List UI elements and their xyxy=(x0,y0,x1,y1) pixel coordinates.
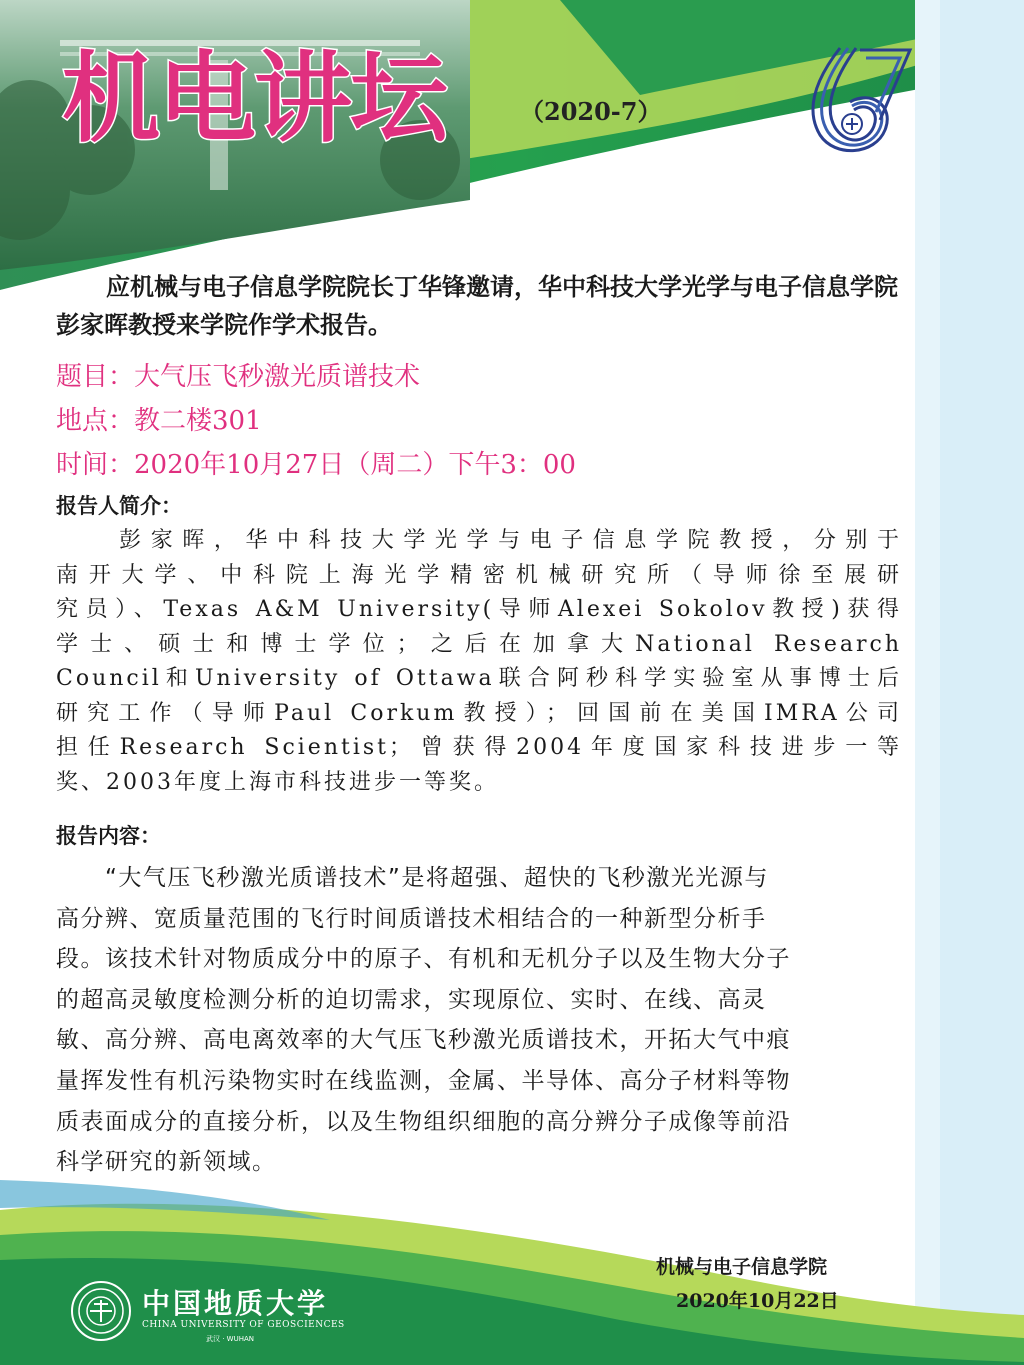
time-row xyxy=(56,444,576,481)
time-label: 时间： xyxy=(56,450,135,480)
content-line: 敏、高分辨、高电离效率的大气压飞秒激光质谱技术，开拓大气中痕 xyxy=(56,1027,791,1054)
topic-label: 题目： xyxy=(56,362,135,392)
signature-organization: 机械与电子信息学院 xyxy=(656,1256,828,1278)
bio-line: 奖、2003年度上海市科技进步一等奖。 xyxy=(56,769,499,795)
place-label: 地点： xyxy=(56,406,135,436)
university-seal-icon xyxy=(70,1280,132,1342)
sixtieth-anniversary-logo-icon xyxy=(800,40,915,160)
content-heading: 报告内容： xyxy=(56,824,161,848)
place-row xyxy=(56,400,262,437)
bio-line: 南开大学、中科院上海光学精密机械研究所（导师徐至展研 xyxy=(56,562,902,588)
bio-paragraph xyxy=(56,524,902,800)
school-city: 武汉 · WUHAN xyxy=(206,1335,255,1343)
bio-line: 究员）、Texas A&M University(导师Alexei Sokolov教授)获得 xyxy=(56,597,902,622)
issue-number: （2020-7） xyxy=(520,97,662,126)
school-name: 中国地质大学 xyxy=(142,1287,329,1320)
place-value: 教二楼301 xyxy=(134,406,262,436)
bio-line: Council和University of Ottawa联合阿秒科学实验室从事博士后 xyxy=(56,666,902,691)
topic-value: 大气压飞秒激光质谱技术 xyxy=(134,362,421,392)
signature-date: 2020年10月22日 xyxy=(676,1290,839,1312)
intro-paragraph: 应机械与电子信息学院院长丁华锋邀请，华中科技大学光学与电子信息学院彭家晖教授来学院作学术报告。 xyxy=(56,273,898,339)
content-line: 科学研究的新领域。 xyxy=(56,1149,277,1176)
bio-heading: 报告人简介： xyxy=(56,494,182,518)
content-line: 的超高灵敏度检测分析的迫切需求，实现原位、实时、在线、高灵 xyxy=(56,986,767,1013)
time-value: 2020年10月27日（周二）下午3：00 xyxy=(134,450,576,480)
content-line: 高分辨、宽质量范围的飞行时间质谱技术相结合的一种新型分析手 xyxy=(56,905,767,932)
footer-background xyxy=(0,1180,1024,1365)
school-english-name: CHINA UNIVERSITY OF GEOSCIENCES xyxy=(142,1320,345,1330)
content-line: 段。该技术针对物质成分中的原子、有机和无机分子以及生物大分子 xyxy=(56,946,791,973)
content-line: 量挥发性有机污染物实时在线监测，金属、半导体、高分子材料等物 xyxy=(56,1067,791,1094)
bio-line: 担任Research Scientist；曾获得2004年度国家科技进步一等 xyxy=(56,735,902,760)
bio-line: 学士、硕士和博士学位；之后在加拿大National Research xyxy=(56,631,902,657)
content-line: “大气压飞秒激光质谱技术”是将超强、超快的飞秒激光光源与 xyxy=(56,865,769,891)
bio-line: 研究工作（导师Paul Corkum教授）；回国前在美国IMRA公司 xyxy=(56,700,902,726)
forum-title: 机电讲坛 xyxy=(62,42,447,156)
bio-line: 彭家晖，华中科技大学光学与电子信息学院教授，分别于 xyxy=(56,528,902,553)
content-line: 质表面成分的直接分析，以及生物组织细胞的高分辨分子成像等前沿 xyxy=(56,1108,791,1135)
topic-row xyxy=(56,356,420,393)
content-paragraph xyxy=(56,858,902,1183)
